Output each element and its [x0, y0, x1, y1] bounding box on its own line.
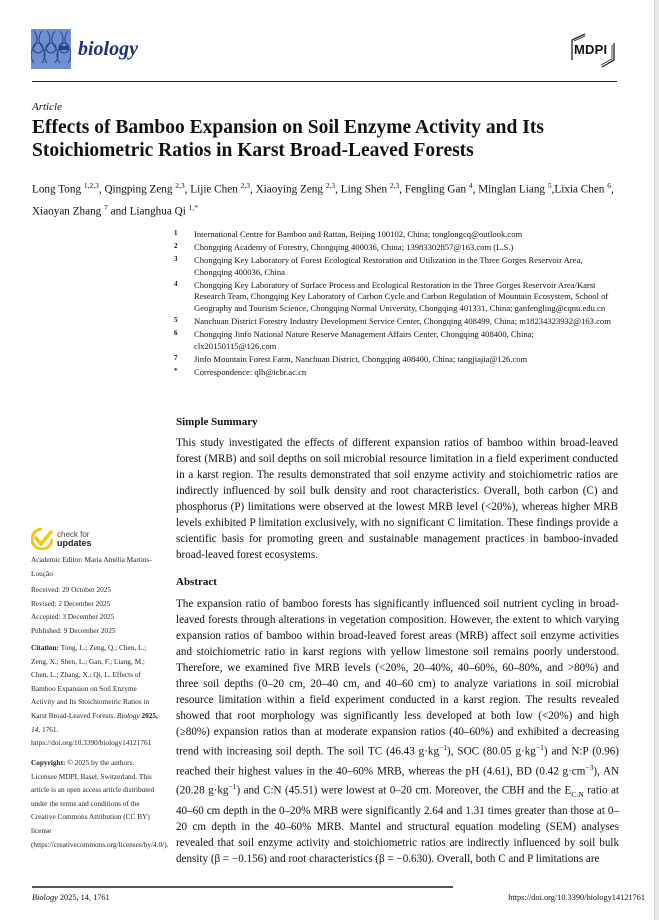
- date-revised: Revised: 2 December 2025: [31, 598, 111, 608]
- author-separator: ,: [399, 183, 405, 196]
- citation-block: [31, 641, 161, 750]
- abstract-text: The expansion ratio of bamboo forests has significantly influenced soil nutrient cycling in broad-leaved forests through alterations in vegetation composition. However, the extent to which varying expansion ratios of bamboo within broad-leaved forest areas (MRB) affect soil enzyme activities and stoichiometric ratio in karst regions with yellow limestone soil remains poorly understood. Therefore, we examined five MRB levels (<20%, 20–40%, 40–60%, 60–80%, and >80%) and three soil depths (0–20 cm, 20–40 cm, and 40–60 cm) to analyze variations in soil microbial resource limitation within a field experiment conducted in a karst region. The results revealed showed that root morphology was significantly less developed at both low (<20%) and high (≥80%) expansion ratios than at moderate expansion ratios (40–60%) and exhibited a decreasing trend with increasing soil depth. The soil TC (46.43 $g\cdot kg^{-1}$), SOC (80.05 $g\cdot kg^{-1}$) and N:P (0.96) reached their highest values in the 40–60% MRB, whereas the pH (4.61), BD (0.42 $g\cdot cm^{-3}$), AN (20.28 $g\cdot kg^{-1}$) and C:N (45.51) were lowest at 0–20 cm. Moreover, the CBH and the $E_{C:N}$ ratio at 40–60 cm depth in the 0–20% MRB were significantly 2.64 and 1.31 times greater than those at 0–20 cm depth in the 40–60% MRB. Mantel and structural equation modeling (SEM) analyses revealed that soil enzyme activity and stoichiometric ratios are indirectly influenced by soil bulk density (β = −0.156) and root characteristics (β = −0.630). Overall, both C and P limitations are: [176, 598, 620, 866]
- author-affiliation-marker: 4: [468, 181, 473, 190]
- affiliation-item: [174, 367, 614, 379]
- page-edge-scrollbar: [654, 0, 659, 920]
- check-updates-line2: updates: [57, 538, 92, 548]
- author-separator: ,: [335, 183, 341, 196]
- affiliation-number: 6: [174, 329, 178, 338]
- author-affiliation-marker: 1,*: [188, 202, 198, 212]
- affiliation-text: Chongqing Key Laboratory of Surface Process and Ecological Restoration in the Three Gorges Reservoir Area/Karst Research Team, Chongqing Key Laboratory of Carbon Cycle and Carbon Regulation of Mountain Ecosystem, School of Geography and Tourism Science, Chongqing Normal University, Chongqing 401331, China; ganfengling@cqnu.edu.cn: [194, 279, 609, 314]
- affiliation-number: 1: [174, 229, 178, 237]
- simple-summary-text: This study investigated the effects of different expansion ratios of bamboo within broad-leaved forest (MRB) and soil depths on soil microbial resource limitation in a field experiment conducted in a karst region. The results demonstrated that soil enzyme activity and stoichiometric ratios are indirectly influenced by soil bulk density and root characteristics. Overall, both carbon (C) and phosphorus (P) limitations were observed at the lowest MRB level (<20%), whereas higher MRB levels exhibited P limitation exclusively, with no significant C limitation. These findings provide a scientific basis for promoting green and sustainable management practices in bamboo-invaded broad-leaved forest ecosystems.: [176, 437, 618, 561]
- affiliation-item: [174, 354, 614, 366]
- author-name[interactable]: Fengling Gan: [404, 183, 467, 196]
- author-affiliation-marker: 5: [547, 181, 552, 190]
- author-separator: ,: [249, 183, 256, 196]
- author-name[interactable]: Minglan Liang: [478, 183, 546, 196]
- journal-name: biology: [78, 37, 138, 60]
- author-separator: ,: [98, 183, 105, 196]
- citation-text: Tong, L.; Zeng, Q.; Chen, L.; Zeng, X.; Shen, L.; Gan, F.; Liang, M.; Chen, L.; Zhang, X.; Qi, L. Effects of Bamboo Expansion on Soil Enzyme Activity and Its Stoichiometric Ratios in Karst Broad-Leaved Forests.: [31, 643, 150, 720]
- citation-label: Citation:: [31, 643, 59, 652]
- publisher-name: MDPI: [574, 42, 608, 57]
- affiliation-number: *: [174, 367, 178, 376]
- affiliation-text: Nanchuan District Forestry Industry Development Service Center, Chongqing 408499, China; m18234323932@163.com: [194, 316, 611, 327]
- affiliation-item: [174, 242, 614, 254]
- affiliations-list: [174, 229, 614, 380]
- date-published: Published: 9 December 2025: [31, 625, 116, 635]
- author-separator: ,: [551, 183, 555, 196]
- affiliation-item: [174, 229, 614, 241]
- affiliation-number: 3: [174, 255, 178, 264]
- affiliation-item: [174, 255, 614, 278]
- affiliation-text: Chongqing Jinfo National Nature Reserve Management Affairs Center, Chongqing 408400, China; clx20150115@126.com: [194, 329, 534, 351]
- affiliation-item: [174, 316, 614, 328]
- journal-header: [31, 29, 138, 69]
- author-separator: and: [107, 205, 130, 218]
- academic-editor: Academic Editor: Maria Amélia Martins-Loução: [31, 555, 152, 578]
- affiliation-text: Chongqing Academy of Forestry, Chongqing 400036, China; 13983302857@163.com (L.S.): [194, 242, 514, 253]
- author-affiliation-marker: 7: [104, 202, 108, 212]
- footer-year-volume: 2025, 14, 1761: [59, 893, 110, 902]
- citation-journal: Biology: [116, 710, 140, 720]
- check-updates-icon: [31, 528, 53, 550]
- affiliation-number: 5: [174, 316, 178, 325]
- date-received: Received: 29 October 2025: [31, 585, 112, 594]
- check-for-updates-button[interactable]: [31, 528, 92, 550]
- author-affiliation-marker: 1,2,3: [83, 181, 99, 190]
- dna-helix-logo-icon: [31, 29, 71, 69]
- citation-volume: 14,: [31, 724, 41, 734]
- affiliation-text: Jinfo Mountain Forest Farm, Nanchuan District, Chongqing 408400, China; tangjiajia@126.com: [194, 353, 528, 364]
- affiliation-item: [174, 280, 614, 315]
- author-affiliation-marker: 2,3: [389, 181, 400, 190]
- footer-citation: [32, 893, 110, 902]
- footer-journal: Biology: [32, 893, 58, 902]
- author-list: [32, 177, 622, 220]
- affiliation-number: 2: [174, 242, 178, 251]
- copyright-label: Copyright:: [31, 758, 66, 767]
- author-name[interactable]: Lijie Chen: [190, 183, 238, 196]
- copyright-block: [31, 756, 169, 851]
- affiliation-text: Correspondence: qlh@icbr.ac.cn: [194, 367, 307, 378]
- affiliation-text: Chongqing Key Laboratory of Forest Ecological Restoration and Utilization in the Three Gorges Reservoir Area, Chongqing 400036, China: [194, 255, 583, 277]
- footer-doi-link[interactable]: https://doi.org/10.3390/biology14121761: [508, 893, 645, 902]
- author-separator: ,: [610, 183, 614, 196]
- abstract-heading: Abstract: [176, 576, 217, 588]
- date-accepted: Accepted: 3 December 2025: [31, 612, 115, 622]
- article-title: Effects of Bamboo Expansion on Soil Enzyme Activity and Its Stoichiometric Ratios in Karst Broad-Leaved Forests: [32, 117, 544, 161]
- author-name[interactable]: Xiaoying Zeng: [255, 183, 323, 196]
- affiliation-text: International Centre for Bamboo and Rattan, Beijing 100102, China; tonglongcq@outlook.com: [194, 229, 523, 239]
- author-affiliation-marker: 6: [607, 181, 611, 190]
- author-name[interactable]: Lixia Chen: [554, 183, 605, 196]
- author-name[interactable]: Lianghua Qi: [129, 205, 186, 218]
- author-name[interactable]: Long Tong: [32, 183, 82, 196]
- author-name[interactable]: Xiaoyan Zhang: [32, 205, 102, 218]
- copyright-text: © 2025 by the authors. Licensee MDPI, Basel, Switzerland. This article is an open access article distributed under the terms and conditions of the Creative Commons Attribution (CC BY) license (https://creativecommons.org/licenses/by/4.0/).: [31, 758, 169, 849]
- citation-doi-link[interactable]: 1761. https://doi.org/10.3390/biology14121761: [31, 724, 152, 748]
- mdpi-hexagon-logo-icon: [568, 33, 618, 69]
- author-affiliation-marker: 2,3: [325, 181, 336, 190]
- author-name[interactable]: Qingping Zeng: [104, 183, 173, 196]
- footer-divider: [32, 886, 453, 888]
- header-divider: [32, 81, 617, 82]
- citation-year: 2025,: [141, 710, 158, 720]
- affiliation-number: 4: [174, 279, 178, 288]
- affiliation-number: 7: [174, 353, 178, 362]
- check-updates-line1: check for: [57, 530, 90, 539]
- article-type: Article: [32, 101, 62, 113]
- author-separator: ,: [472, 183, 479, 196]
- author-separator: ,: [184, 183, 191, 196]
- simple-summary-heading: Simple Summary: [176, 416, 258, 428]
- affiliation-item: [174, 329, 614, 352]
- author-affiliation-marker: 2,3: [240, 181, 250, 190]
- author-name[interactable]: Ling Shen: [340, 183, 388, 196]
- author-affiliation-marker: 2,3: [175, 181, 185, 190]
- publication-dates: [31, 583, 161, 637]
